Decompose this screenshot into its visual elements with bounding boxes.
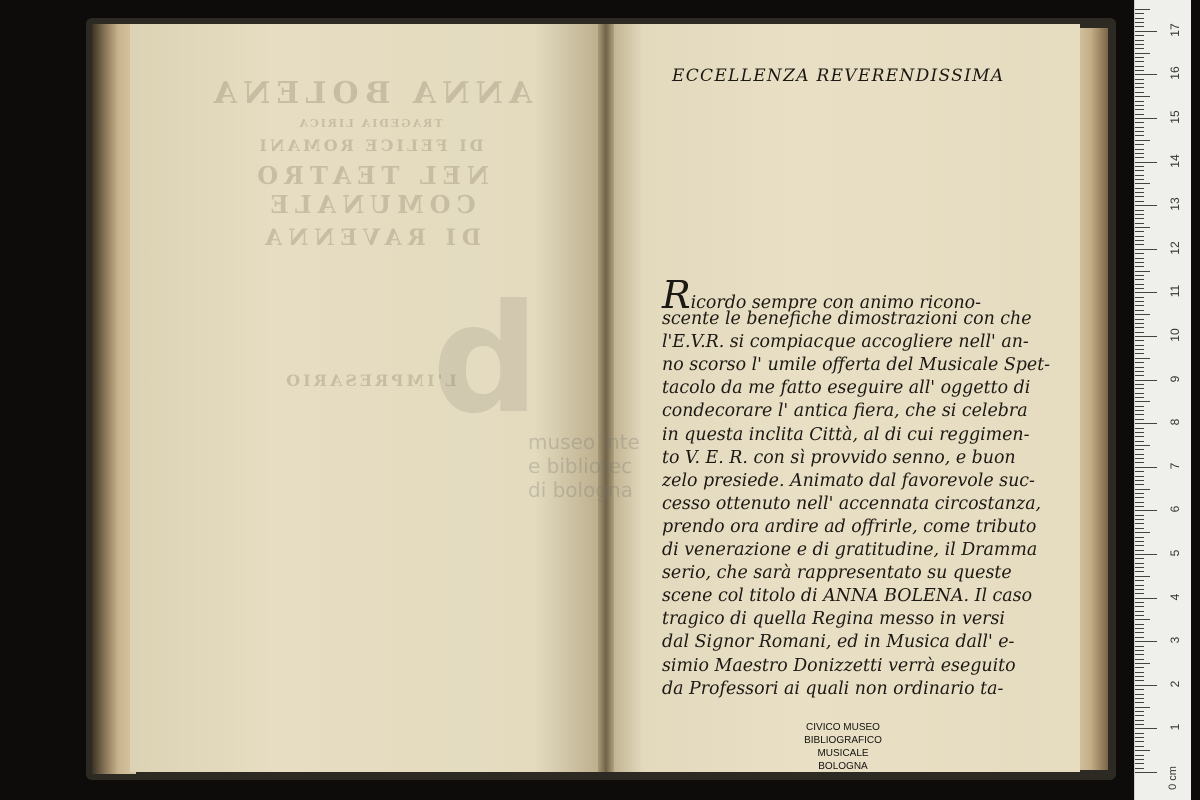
ruler-tick [1135,131,1144,132]
watermark-text [528,430,640,502]
ruler-tick [1135,262,1144,263]
ruler-tick [1135,149,1144,150]
ruler-tick [1135,105,1144,106]
ruler-tick [1135,611,1144,612]
stamp-line: BOLOGNA [818,761,868,772]
text-line: zelo presiede. Animato dal favorevole suc- [662,470,1035,491]
bleed-line: NEL TEATRO COMUNALE [251,161,489,219]
text-line: dal Signor Romani, ed in Musica dall' e- [662,632,1015,653]
ruler-tick [1135,266,1144,267]
ruler-tick [1135,362,1144,363]
ruler-tick [1135,157,1144,158]
ruler-tick [1135,401,1150,402]
ruler-tick [1135,122,1144,123]
ruler-tick [1135,493,1144,494]
ruler-tick [1135,284,1144,285]
book-gutter [598,24,614,772]
bleed-line: L'IMPRESARIO [283,371,457,390]
ruler-tick [1135,9,1150,10]
ruler-tick [1135,240,1144,241]
ruler-tick [1135,755,1144,756]
ruler-tick [1135,471,1144,472]
ruler-tick [1135,454,1144,455]
ruler-tick [1135,101,1144,102]
ruler-tick [1135,541,1144,542]
ruler-tick [1135,659,1144,660]
ruler-tick [1135,441,1144,442]
ruler-tick [1135,162,1157,163]
ruler-tick [1135,393,1144,394]
ruler-number: 2 [1168,680,1182,688]
ruler-tick [1135,423,1157,424]
ruler-tick [1135,314,1150,315]
ruler-tick [1135,183,1150,184]
watermark-line: e bibliotec [528,454,633,478]
ruler-tick [1135,567,1144,568]
ruler-tick [1135,502,1144,503]
stamp-line: CIVICO MUSEO [806,722,880,733]
ruler-tick [1135,445,1150,446]
ruler-tick [1135,689,1144,690]
ruler-tick [1135,768,1144,769]
ruler-tick [1135,663,1150,664]
text-line [662,273,1040,317]
ruler-tick [1135,44,1144,45]
text-line: di venerazione e di gratitudine, il Dramma [662,540,1038,561]
ruler-tick [1135,35,1144,36]
ruler-tick [1135,40,1144,41]
ruler-tick [1135,305,1144,306]
ruler-tick [1135,48,1144,49]
page-heading: ECCELLENZA REVERENDISSIMA [672,66,1005,86]
ruler-tick [1135,585,1144,586]
ruler-tick [1135,371,1144,372]
ruler-tick [1135,170,1144,171]
ruler-tick [1135,772,1157,773]
ruler-tick [1135,414,1144,415]
ruler-tick [1135,589,1144,590]
ruler-tick [1135,489,1150,490]
ruler-tick [1135,358,1150,359]
text-line: prendo ora ardire ad offrirle, come tributo [662,516,1037,537]
ruler-number: 16 [1168,66,1182,81]
stamp-line: BIBLIOGRAFICO MUSICALE [804,735,882,759]
ruler-tick [1135,135,1144,136]
ruler-tick [1135,646,1144,647]
ruler-tick [1135,624,1144,625]
ruler-tick [1135,79,1144,80]
text-line: in questa inclita Città, al di cui reggimen- [662,424,1030,445]
ruler-number: 5 [1168,549,1182,557]
ruler-number: 8 [1168,418,1182,426]
ruler-tick [1135,702,1144,703]
ruler-tick [1135,667,1144,668]
ruler-tick [1135,537,1144,538]
ruler-tick [1135,410,1144,411]
ruler-number: 17 [1168,23,1182,37]
ruler-tick [1135,179,1144,180]
ruler-tick [1135,510,1157,511]
ruler-tick [1135,144,1144,145]
ruler-tick [1135,26,1144,27]
ruler-tick [1135,694,1144,695]
ruler-tick [1135,519,1144,520]
ruler-tick [1135,515,1144,516]
ruler-tick [1135,244,1144,245]
ruler-tick [1135,628,1144,629]
ruler-tick [1135,554,1157,555]
ruler-tick [1135,74,1157,75]
ruler-tick [1135,637,1144,638]
ruler-tick [1135,109,1144,110]
ruler-tick [1135,271,1150,272]
text-line-content: icordo sempre con animo ricono- [690,293,982,313]
ruler-tick [1135,728,1157,729]
text-line: simio Maestro Donizzetti verrà eseguito [662,655,1016,676]
ruler-tick [1135,550,1144,551]
ruler-tick [1135,205,1157,206]
text-line: no scorso l' umile offerta del Musicale Spet- [662,355,1051,376]
ruler-tick [1135,558,1144,559]
ruler-tick [1135,619,1150,620]
ruler-number: 12 [1168,241,1182,255]
ruler-tick [1135,332,1144,333]
watermark-line: museo inte [528,430,640,454]
ruler-tick [1135,258,1144,259]
ruler-number: 14 [1168,153,1182,168]
ruler-tick [1135,571,1144,572]
ruler-tick [1135,227,1150,228]
ruler-tick [1135,22,1144,23]
ruler-tick [1135,763,1144,764]
ruler-tick [1135,480,1144,481]
ruler-tick [1135,236,1144,237]
ruler-tick [1135,711,1144,712]
ruler-tick [1135,680,1144,681]
ruler-tick [1135,428,1144,429]
ruler-tick [1135,380,1157,381]
ruler-tick [1135,598,1157,599]
ruler-tick [1135,672,1144,673]
bleed-line: ANNA BOLENA [207,76,533,111]
ruler-tick [1135,606,1144,607]
ruler-tick [1135,759,1144,760]
ruler-tick [1135,327,1144,328]
ruler-tick [1135,275,1144,276]
ruler-tick [1135,53,1150,54]
ruler-tick [1135,166,1144,167]
ruler-tick [1135,118,1157,119]
ruler-tick [1135,676,1144,677]
ruler-tick [1135,323,1144,324]
ruler-tick [1135,580,1144,581]
ruler-tick [1135,83,1144,84]
ruler-tick [1135,523,1144,524]
ruler-tick [1135,632,1144,633]
ruler-tick [1135,214,1144,215]
ruler-tick [1135,18,1144,19]
ruler-tick [1135,650,1144,651]
ruler-tick [1135,249,1157,250]
ruler-number: 1 [1168,724,1182,731]
ruler-tick [1135,70,1144,71]
bleed-line: DI RAVENNA [259,225,481,251]
ruler-tick [1135,375,1144,376]
ruler-tick [1135,563,1144,564]
ruler-tick [1135,720,1144,721]
ruler-tick [1135,367,1144,368]
ruler-tick [1135,288,1144,289]
ruler-tick [1135,737,1144,738]
ruler-tick [1135,96,1150,97]
ruler-tick [1135,506,1144,507]
ruler-tick [1135,476,1144,477]
text-line: serio, che sarà rappresentato su queste [662,563,1012,584]
ruler-number: 3 [1168,636,1182,644]
ruler-tick [1135,13,1144,14]
ruler-number: 11 [1168,285,1182,298]
ruler-tick [1135,545,1144,546]
ruler-tick [1135,497,1144,498]
text-line: condecorare l' antica fiera, che si celebra [662,401,1028,422]
ruler-tick [1135,397,1144,398]
ruler-tick [1135,140,1150,141]
ruler-tick [1135,61,1144,62]
ruler-tick [1135,192,1144,193]
ruler-tick [1135,707,1150,708]
ruler-tick [1135,388,1144,389]
ruler-tick [1135,218,1144,219]
ruler-number: 15 [1168,110,1182,124]
ruler-tick [1135,654,1144,655]
ruler-tick [1135,532,1150,533]
ruler-tick [1135,353,1144,354]
ruler-tick [1135,685,1157,686]
bleed-line: DI FELICE ROMANI [256,136,484,155]
ruler-tick [1135,733,1144,734]
ruler-unit-label: 0 cm [1166,766,1179,790]
ruler-tick [1135,297,1144,298]
ruler-tick [1135,715,1144,716]
ruler-tick [1135,462,1144,463]
ruler-tick [1135,127,1144,128]
ruler-tick [1135,576,1150,577]
text-line: tacolo da me fatto eseguire all' oggetto di [662,378,1031,399]
ruler-tick [1135,57,1144,58]
text-line: scene col titolo di ANNA BOLENA. Il caso [662,586,1033,607]
ruler-number: 13 [1168,197,1182,211]
ruler-tick [1135,746,1144,747]
ruler-tick [1135,223,1144,224]
ruler-tick [1135,66,1144,67]
ruler-tick [1135,31,1157,32]
ruler-tick [1135,406,1144,407]
text-line: l'E.V.R. si compiacque accogliere nell' an- [662,332,1029,353]
ruler-tick [1135,231,1144,232]
ruler-tick [1135,210,1144,211]
ruler-tick [1135,432,1144,433]
watermark-logo: d [432,273,540,447]
text-line: cesso ottenuto nell' accennata circostanza, [662,493,1042,514]
text-line: scente le benefiche dimostrazioni con che [662,309,1032,330]
library-stamp [778,721,908,773]
ruler-number: 4 [1168,593,1182,600]
ruler-number: 7 [1168,462,1182,470]
ruler-tick [1135,345,1144,346]
ruler-tick [1135,724,1144,725]
text-line: to V. E. R. con sì provvido senno, e buon [662,447,1016,468]
text-line: da Professori ai quali non ordinario ta- [662,678,1004,699]
ruler-tick [1135,114,1144,115]
ruler-tick [1135,384,1144,385]
ruler-tick [1135,436,1144,437]
ruler-tick [1135,153,1144,154]
ruler-tick [1135,340,1144,341]
ruler-tick [1135,615,1144,616]
ruler-tick [1135,279,1144,280]
ruler-tick [1135,92,1144,93]
ruler-tick [1135,349,1144,350]
ruler-tick [1135,449,1144,450]
ruler-tick [1135,319,1144,320]
text-line: tragico di quella Regina messo in versi [662,609,1005,630]
ruler-tick [1135,175,1144,176]
ruler-tick [1135,593,1144,594]
drop-cap: R [662,273,691,317]
ruler-tick [1135,201,1144,202]
ruler-tick [1135,301,1144,302]
ruler-tick [1135,87,1144,88]
ruler-number: 10 [1168,328,1182,342]
ruler-tick [1135,419,1144,420]
ruler-tick [1135,750,1150,751]
ruler-tick [1135,336,1157,337]
body-text [662,273,1051,701]
ruler-tick [1135,602,1144,603]
ruler-tick [1135,292,1157,293]
ruler-tick [1135,698,1144,699]
ruler-tick [1135,310,1144,311]
bleed-line: TRAGEDIA LIRICA [297,117,443,130]
ruler-tick [1135,641,1157,642]
ruler-number: 9 [1168,375,1182,382]
ruler-tick [1135,741,1144,742]
ruler-tick [1135,528,1144,529]
ruler-tick [1135,188,1144,189]
watermark-line: di bologna [528,478,633,502]
ruler-tick [1135,467,1157,468]
measuring-ruler [1134,0,1191,800]
ruler-tick [1135,484,1144,485]
ruler-tick [1135,196,1144,197]
ruler-tick [1135,253,1144,254]
ruler-tick [1135,458,1144,459]
ruler-number: 6 [1168,506,1182,513]
